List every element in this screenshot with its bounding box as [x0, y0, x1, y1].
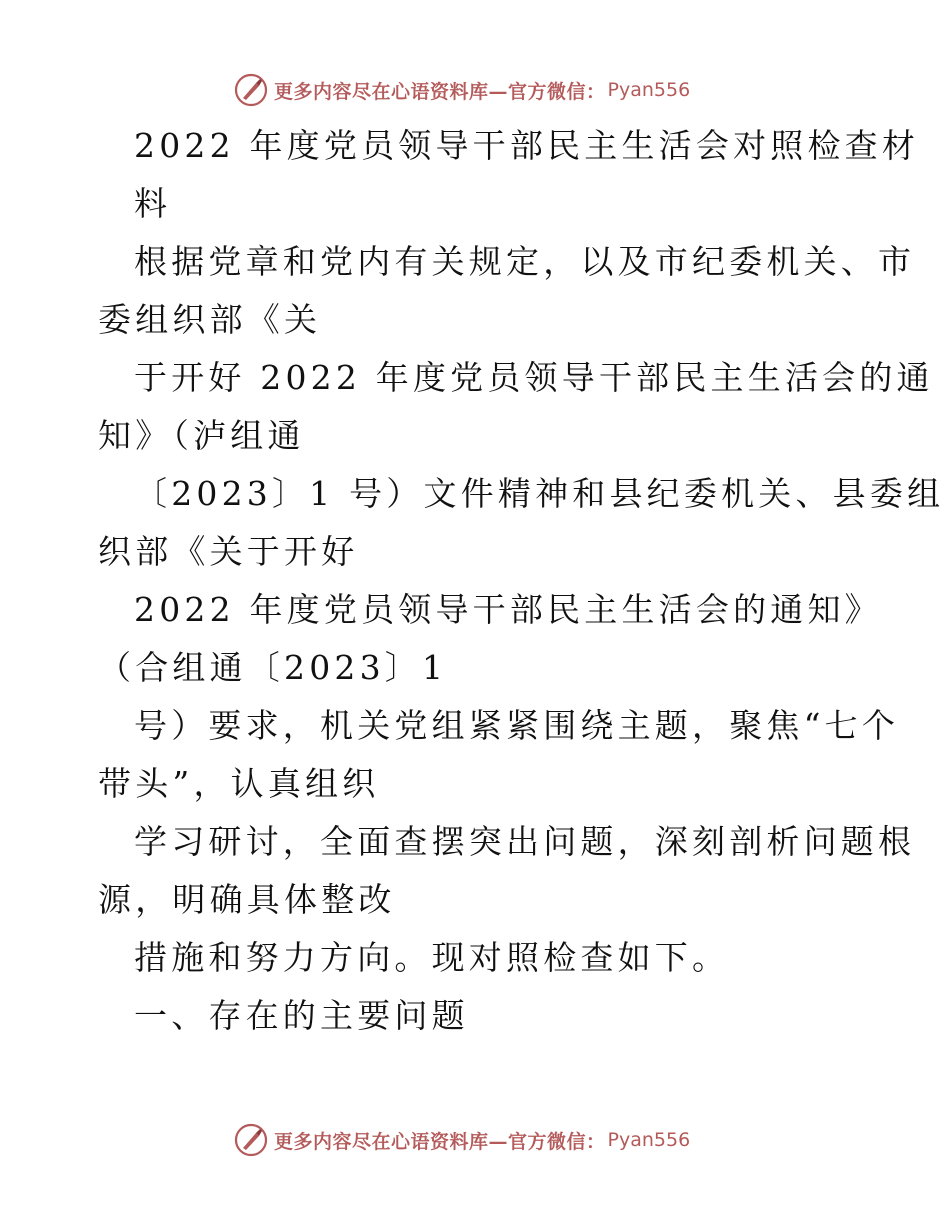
- paragraph-line: 措施和努力方向。现对照检查如下。: [134, 938, 730, 977]
- title-line-2: 料: [134, 184, 172, 223]
- footer-watermark: [234, 1122, 690, 1158]
- paragraph-line: 带头”，认真组织: [98, 764, 380, 803]
- paragraph-line: 织部《关于开好: [98, 532, 359, 571]
- paragraph-line: 号）要求，机关党组紧紧围绕主题，聚焦“七个: [134, 706, 900, 745]
- paragraph-line: 源，明确具体整改: [98, 880, 396, 919]
- quill-icon: [234, 1123, 268, 1157]
- section-heading: 一、存在的主要问题: [134, 996, 469, 1035]
- watermark-wechat-id: Pyan556: [607, 1129, 691, 1151]
- paragraph-line: 2022 年度党员领导干部民主生活会的通知》: [134, 590, 882, 629]
- paragraph-line: 学习研讨，全面查摆突出问题，深刻剖析问题根: [134, 822, 916, 861]
- paragraph-line: 知》（泸组通: [98, 416, 305, 455]
- title-line-1: 2022 年度党员领导干部民主生活会对照检查材: [134, 126, 920, 165]
- paragraph-line: （合组通〔2023〕1: [98, 648, 448, 687]
- watermark-text: 更多内容尽在心语资料库—官方微信：: [274, 80, 606, 103]
- paragraph-line: 于开好 2022 年度党员领导干部民主生活会的通: [134, 358, 934, 397]
- watermark-text: 更多内容尽在心语资料库—官方微信：: [274, 1130, 606, 1153]
- paragraph-line: 根据党章和党内有关规定，以及市纪委机关、市: [134, 242, 916, 281]
- paragraph-line: 委组织部《关: [98, 300, 322, 339]
- watermark-wechat-id: Pyan556: [607, 79, 691, 101]
- paragraph-line: 〔2023〕1 号）文件精神和县纪委机关、县委组: [134, 474, 945, 513]
